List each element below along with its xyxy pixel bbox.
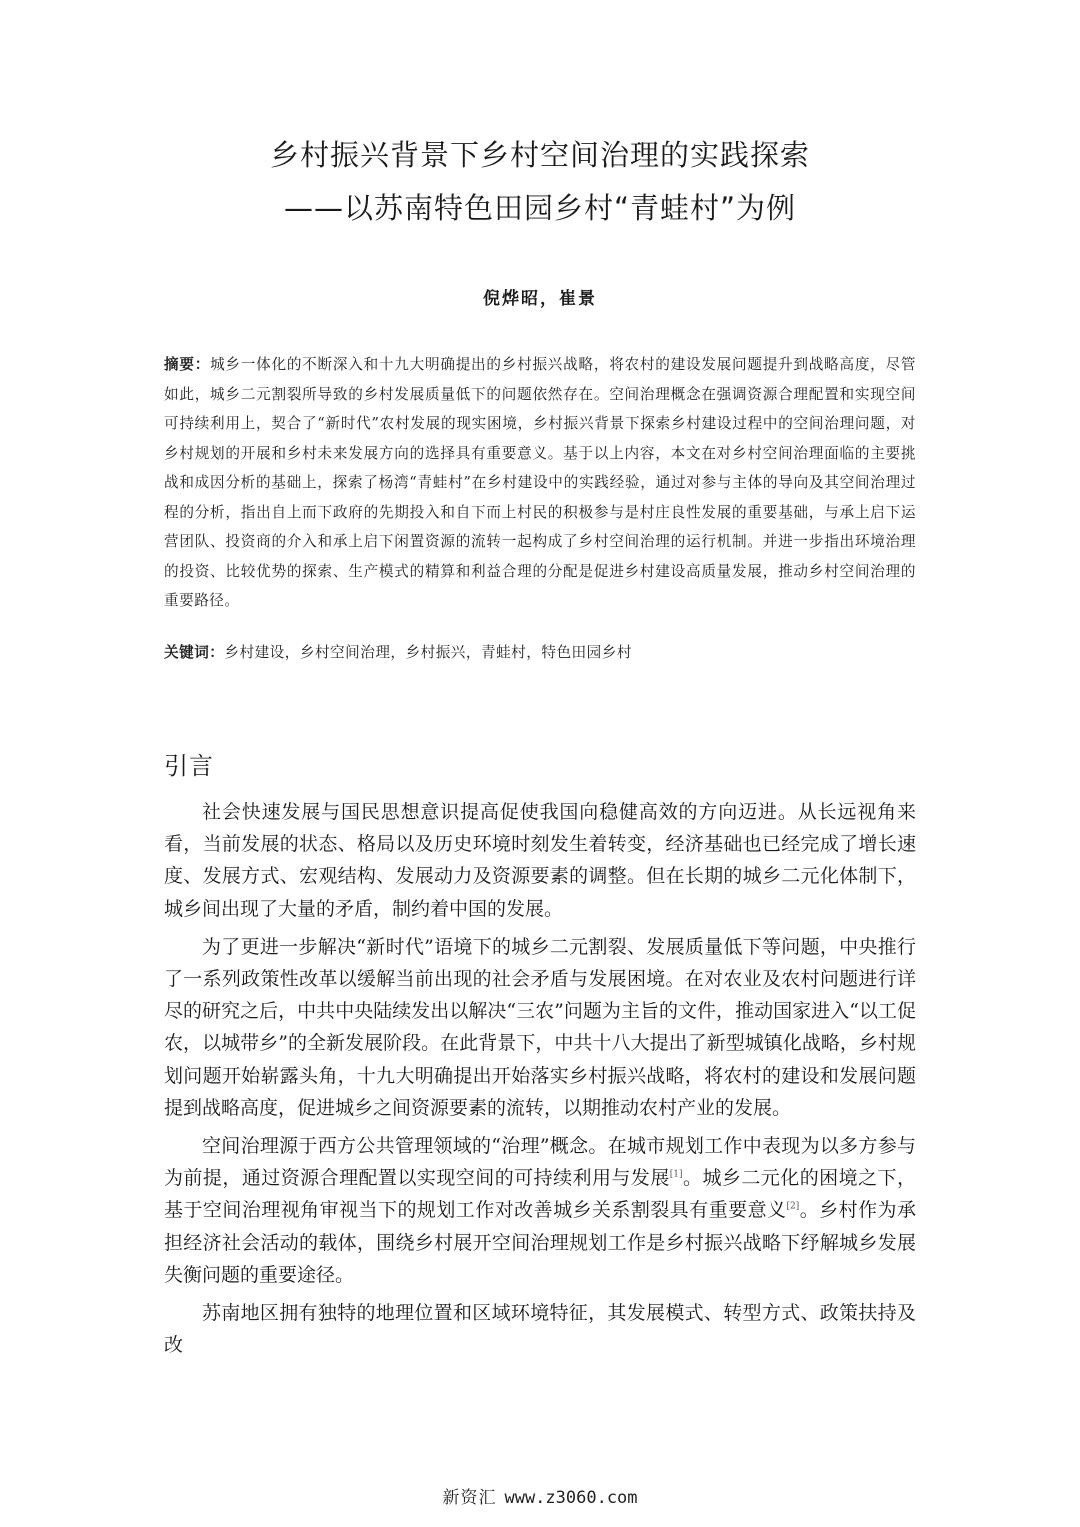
citation-ref[interactable]: [2] [786, 1202, 800, 1213]
paper-subtitle: ——以苏南特色田园乡村“青蛙村”为例 [283, 191, 797, 225]
keywords-label: 关键词： [164, 644, 225, 661]
footer-url[interactable]: www.z3060.com [504, 1488, 638, 1508]
paragraph-text: 。城乡二元化的困境之下，基于空间治理视角审视当下的规划工作对改善城乡关系割裂具有重要意义 [164, 1167, 916, 1222]
authors: 倪烨昭，崔景 [483, 289, 597, 309]
paragraph: 社会快速发展与国民思想意识提高促使我国向稳健高效的方向迈进。从长远视角来看，当前发展的状态、格局以及历史环境时刻发生着转变，经济基础也已经完成了增长速度、发展方式、宏观结构、发展动力及资源要素的调整。但在长期的城乡二元化体制下，城乡间出现了大量的矛盾，制约着中国的发展。 [164, 801, 916, 920]
body-text [164, 796, 916, 1367]
section-heading-introduction: 引言 [164, 752, 214, 780]
abstract-text: 城乡一体化的不断深入和十九大明确提出的乡村振兴战略，将农村的建设发展问题提升到战略高度，尽管如此，城乡二元割裂所导致的乡村发展质量低下的问题依然存在。空间治理概念在强调资源合理配置和实现空间可持续利用上，契合了“新时代”农村发展的现实困境，乡村振兴背景下探索乡村建设过程中的空间治理问题，对乡村规划的开展和乡村未来发展方向的选择具有重要意义。基于以上内容，本文在对乡村空间治理面临的主要挑战和成因分析的基础上，探索了杨湾“青蛙村”在乡村建设中的实践经验，通过对参与主体的导向及其空间治理过程的分析，指出自上而下政府的先期投入和自下而上村民的积极参与是村庄良性发展的重要基础，与承上启下运营团队、投资商的介入和承上启下闲置资源的流转一起构成了乡村空间治理的运行机制。并进一步指出环境治理的投资、比较优势的探索、生产模式的精算和利益合理的分配是促进乡村建设高质量发展，推动乡村空间治理的重要路径。 [164, 356, 916, 609]
paragraph-text: 空间治理源于西方公共管理领域的“治理”概念。在城市规划工作中表现为以多方参与为前提，通过资源合理配置以实现空间的可持续利用与发展 [164, 1135, 916, 1190]
footer-watermark [0, 1483, 1080, 1508]
footer-brand: 新资汇 [442, 1488, 497, 1508]
citation-ref[interactable]: [1] [669, 1169, 683, 1180]
abstract-label: 摘要： [164, 356, 211, 373]
paragraph: 为了更进一步解决“新时代”语境下的城乡二元割裂、发展质量低下等问题，中央推行了一系列政策性改革以缓解当前出现的社会矛盾与发展困境。在对农业及农村问题进行详尽的研究之后，中共中央陆续发出以解决“三农”问题为主旨的文件，推动国家进入“以工促农，以城带乡”的全新发展阶段。在此背景下，中共十八大提出了新型城镇化战略，乡村规划问题开始崭露头角，十九大明确提出开始落实乡村振兴战略，将农村的建设和发展问题提到战略高度，促进城乡之间资源要素的流转，以期推动农村产业的发展。 [164, 935, 916, 1119]
keywords [164, 638, 916, 668]
keywords-text: 乡村建设，乡村空间治理，乡村振兴，青蛙村，特色田园乡村 [224, 644, 632, 661]
paper-title: 乡村振兴背景下乡村空间治理的实践探索 [269, 138, 810, 172]
paragraph [164, 1130, 916, 1291]
paragraph: 苏南地区拥有独特的地理位置和区域环境特征，其发展模式、转型方式、政策扶持及改 [164, 1302, 916, 1357]
abstract [164, 350, 916, 616]
paragraph-text: 。乡村作为承担经济社会活动的载体，围绕乡村展开空间治理规划工作是乡村振兴战略下纾解城乡发展失衡问题的重要途径。 [164, 1199, 916, 1286]
